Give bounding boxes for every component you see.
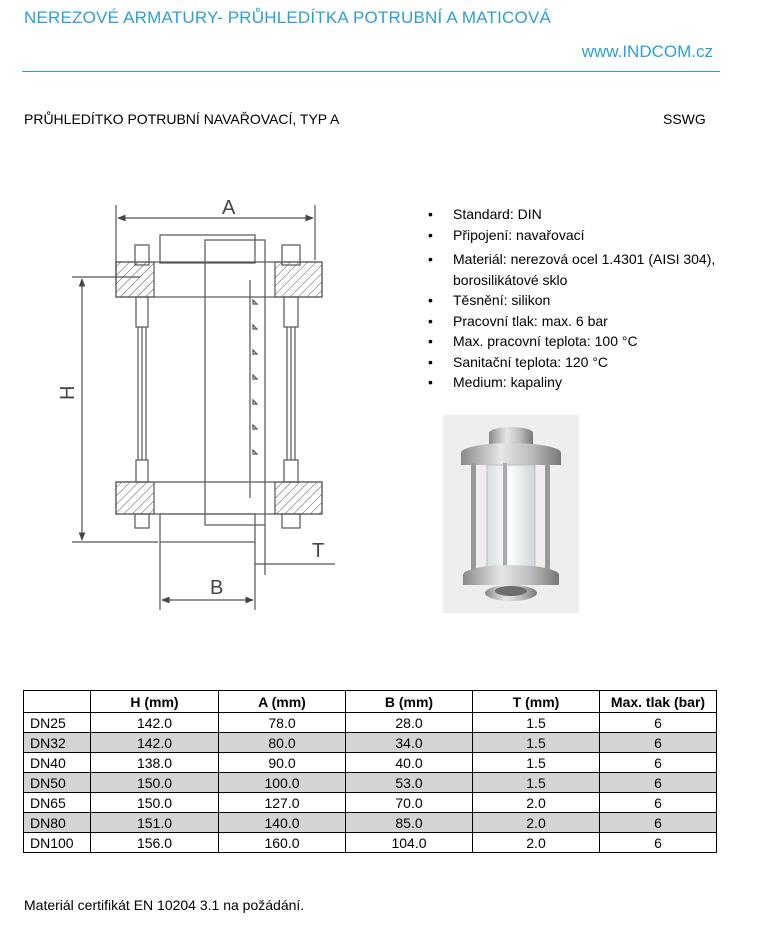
header-cell: Max. tlak (bar) — [600, 691, 717, 713]
table-cell: 6 — [600, 713, 717, 733]
table-cell: 127.0 — [219, 793, 346, 813]
spec-list — [425, 204, 745, 393]
header-cell: A (mm) — [219, 691, 346, 713]
spec-item: • Max. pracovní teplota: 100 °C — [425, 331, 745, 352]
spec-item: • Materiál: nerezová ocel 1.4301 (AISI 304), borosilikátové sklo — [425, 249, 745, 290]
table-row — [24, 733, 717, 753]
label-h: H — [57, 385, 79, 400]
spec-item: • Připojení: navařovací — [425, 225, 745, 246]
table-cell: 6 — [600, 793, 717, 813]
table-cell: DN80 — [24, 813, 91, 833]
table-cell: 138.0 — [91, 753, 219, 773]
table-cell: 70.0 — [346, 793, 473, 813]
table-cell: 160.0 — [219, 833, 346, 853]
table-cell: 6 — [600, 833, 717, 853]
spec-item: • Sanitační teplota: 120 °C — [425, 352, 745, 373]
label-t: T — [312, 540, 325, 562]
table-cell: DN100 — [24, 833, 91, 853]
header-cell: B (mm) — [346, 691, 473, 713]
table-cell: 1.5 — [473, 713, 600, 733]
spec-item: • Pracovní tlak: max. 6 bar — [425, 311, 745, 332]
product-code: SSWG — [663, 111, 706, 127]
table-row — [24, 833, 717, 853]
spec-item: • Medium: kapaliny — [425, 372, 745, 393]
table-cell: 156.0 — [91, 833, 219, 853]
header-divider — [22, 71, 720, 72]
product-photo — [443, 415, 579, 613]
dimensions-table — [23, 690, 717, 853]
table-row — [24, 793, 717, 813]
table-header-row — [24, 691, 717, 713]
product-title: PRŮHLEDÍTKO POTRUBNÍ NAVAŘOVACÍ, TYP A — [24, 111, 340, 127]
table-cell: 85.0 — [346, 813, 473, 833]
table-cell: 1.5 — [473, 733, 600, 753]
table-cell: DN32 — [24, 733, 91, 753]
table-cell: 104.0 — [346, 833, 473, 853]
table-row — [24, 753, 717, 773]
table-cell: 6 — [600, 773, 717, 793]
table-cell: 2.0 — [473, 833, 600, 853]
table-row — [24, 813, 717, 833]
table-cell: 6 — [600, 753, 717, 773]
certificate-note: Materiál certifikát EN 10204 3.1 na požádání. — [24, 897, 305, 913]
table-cell: 142.0 — [91, 733, 219, 753]
table-cell: 6 — [600, 733, 717, 753]
technical-drawing — [50, 180, 350, 620]
website-link[interactable]: www.INDCOM.cz — [581, 42, 713, 61]
spec-item: • Těsnění: silikon — [425, 290, 745, 311]
table-cell: DN50 — [24, 773, 91, 793]
table-cell: 34.0 — [346, 733, 473, 753]
table-cell: 28.0 — [346, 713, 473, 733]
table-cell: 78.0 — [219, 713, 346, 733]
table-row — [24, 713, 717, 733]
table-cell: 140.0 — [219, 813, 346, 833]
table-cell: 40.0 — [346, 753, 473, 773]
spec-item: • Standard: DIN — [425, 204, 745, 225]
label-b: B — [210, 577, 224, 599]
table-cell: 53.0 — [346, 773, 473, 793]
table-cell: 6 — [600, 813, 717, 833]
table-cell: 100.0 — [219, 773, 346, 793]
table-row — [24, 773, 717, 793]
page-title: NEREZOVÉ ARMATURY- PRŮHLEDÍTKA POTRUBNÍ A MATICOVÁ — [24, 8, 552, 27]
table-cell: 1.5 — [473, 753, 600, 773]
table-cell: 2.0 — [473, 793, 600, 813]
table-cell: 150.0 — [91, 773, 219, 793]
label-a: A — [222, 197, 236, 219]
table-cell: 2.0 — [473, 813, 600, 833]
table-cell: 151.0 — [91, 813, 219, 833]
table-cell: 142.0 — [91, 713, 219, 733]
table-cell: 80.0 — [219, 733, 346, 753]
header-cell — [24, 691, 91, 713]
table-cell: 90.0 — [219, 753, 346, 773]
table-cell: 1.5 — [473, 773, 600, 793]
table-cell: DN25 — [24, 713, 91, 733]
table-cell: DN65 — [24, 793, 91, 813]
header-cell: T (mm) — [473, 691, 600, 713]
table-cell: 150.0 — [91, 793, 219, 813]
table-cell: DN40 — [24, 753, 91, 773]
header-cell: H (mm) — [91, 691, 219, 713]
